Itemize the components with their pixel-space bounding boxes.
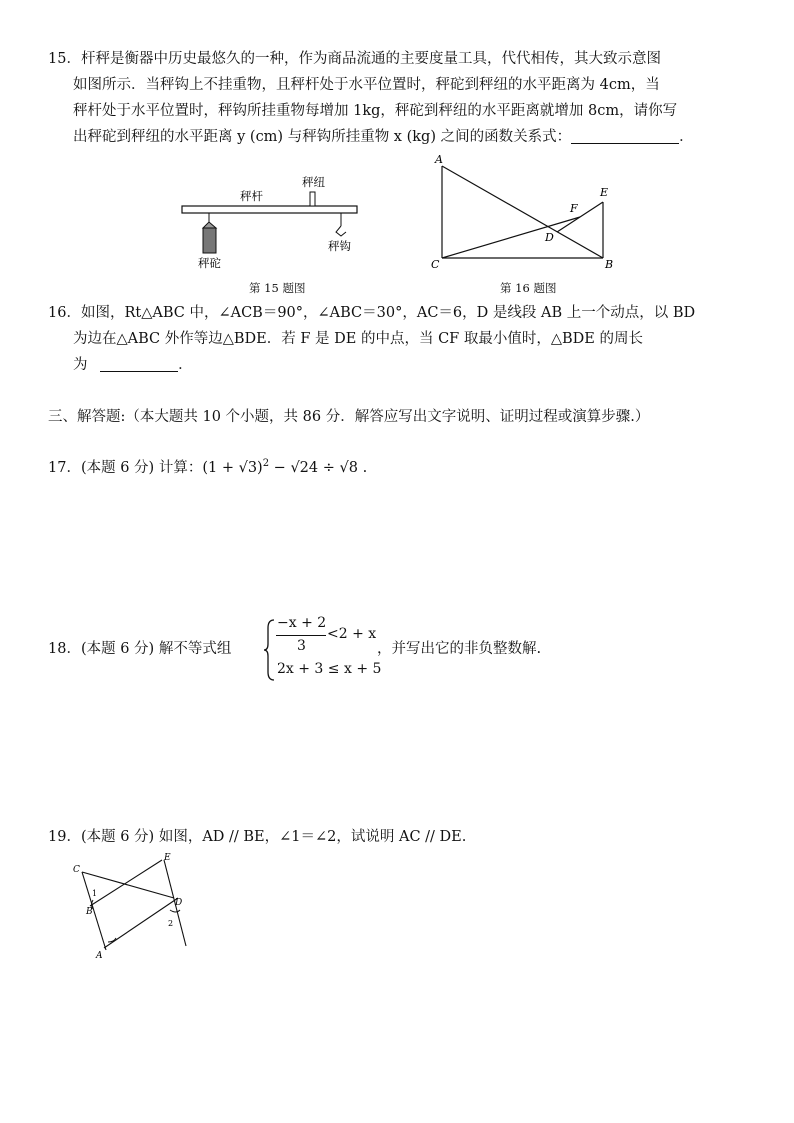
line-AD — [104, 898, 178, 948]
q18-suffix: ，并写出它的非负整数解. — [377, 641, 542, 657]
knob — [310, 192, 315, 206]
label-C: C — [431, 258, 440, 271]
q15-line-3: 秤杆处于水平位置时，秤钩所挂重物每增加 1kg，秤砣到秤纽的水平距离就增加 8cm，请你写 — [73, 103, 678, 119]
label-C: C — [73, 865, 80, 875]
label-angle-1: 1 — [92, 889, 98, 898]
rod — [182, 206, 357, 213]
q18-ineq1-num: −x + 2 — [277, 615, 327, 631]
weight — [203, 228, 216, 253]
q17 — [48, 451, 367, 481]
segment-AB — [442, 166, 603, 258]
fig15-caption: 第 15 题图 — [249, 281, 306, 295]
label-E: E — [600, 186, 609, 199]
q17-exponent: 2 — [262, 458, 270, 469]
q18-ineq1-den: 3 — [297, 638, 306, 654]
label-angle-2: 2 — [168, 919, 174, 928]
section-3-heading: 三、解答题:（本大题共 10 个小题，共 86 分．解答应写出文字说明、证明过程或演算步骤.） — [48, 409, 650, 425]
q18-system-brace — [262, 618, 276, 682]
angle-A-arc — [108, 938, 116, 942]
q17-expr-rest: − √24 ÷ √8 . — [269, 459, 368, 476]
label-weight: 秤砣 — [198, 256, 221, 270]
q16-line-1: 16．如图，Rt△ABC 中，∠ACB＝90°，∠ABC＝30°，AC＝6，D 是线段 AB 上一个动点，以 BD — [48, 305, 696, 321]
label-hook: 秤钩 — [328, 239, 351, 253]
fig16-caption: 第 16 题图 — [500, 281, 557, 295]
label-D: D — [545, 231, 554, 244]
q17-prefix: 17．(本题 6 分) 计算： — [48, 459, 203, 476]
q16-answer-blank — [100, 355, 178, 372]
q18-ineq2: 2x + 3 ≤ x + 5 — [277, 661, 382, 677]
segment-CF — [442, 217, 580, 258]
weight-top — [203, 222, 216, 228]
q16-end: ． — [178, 357, 193, 373]
label-D: D — [175, 898, 183, 908]
hook — [336, 226, 346, 236]
label-F: F — [570, 202, 578, 215]
q15-end: ． — [679, 129, 694, 145]
q15-line-2: 如图所示．当秤钩上不挂重物，且秤杆处于水平位置时，秤砣到秤纽的水平距离为 4cm，当 — [73, 77, 660, 93]
label-B: B — [86, 907, 93, 917]
q16-line-3 — [73, 352, 193, 378]
figure-15-steelyard — [170, 168, 370, 278]
angle-2-arc — [170, 910, 180, 912]
line-BE — [90, 860, 162, 906]
q15-answer-blank — [571, 127, 679, 144]
label-A: A — [435, 153, 443, 166]
label-rod: 秤杆 — [240, 189, 263, 203]
label-A: A — [96, 951, 103, 960]
q19-text: 19．(本题 6 分) 如图，AD // BE，∠1＝∠2，试说明 AC // DE. — [48, 829, 467, 845]
q16-line-3-prefix: 为 — [73, 357, 88, 373]
q15-line-4 — [73, 124, 694, 150]
label-B: B — [605, 258, 614, 271]
q15-line-4-text: 出秤砣到秤纽的水平距离 y (cm) 与秤钩所挂重物 x (kg) 之间的函数关系式： — [73, 129, 572, 145]
label-knob: 秤纽 — [302, 175, 325, 189]
q18-prefix: 18．(本题 6 分) 解不等式组 — [48, 641, 232, 657]
q16-line-2: 为边在△ABC 外作等边△BDE．若 F 是 DE 的中点，当 CF 取最小值时，△BDE 的周长 — [73, 331, 643, 347]
q18-ineq1-rhs: <2 + x — [327, 626, 377, 642]
figure-16-triangle — [425, 150, 625, 275]
figure-19-geometry — [68, 850, 198, 960]
q17-expr-base: (1 + √3) — [202, 459, 263, 476]
label-E: E — [164, 853, 171, 863]
q15-line-1: 15．杆秤是衡器中历史最悠久的一种，作为商品流通的主要度量工具，代代相传，其大致示意图 — [48, 51, 661, 67]
